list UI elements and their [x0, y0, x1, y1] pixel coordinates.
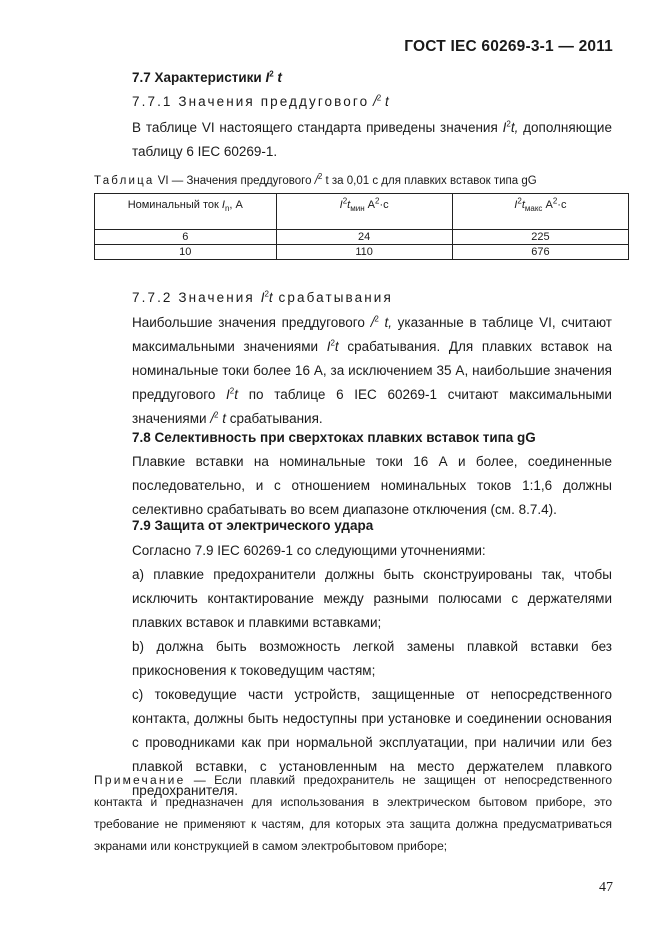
header-i2t-max: $I^2t_{макс}$ $A^2\cdot c$ [452, 194, 628, 230]
page-number: 47 [599, 880, 613, 895]
table-row [95, 230, 629, 245]
header-i2t-min: $I^2t_{мин}$ $A^2\cdot c$ [276, 194, 452, 230]
section-7-7-1-text: В таблице VI настоящего стандарта приведены значения $I^2t$, дополняющие таблицу 6 IEC 60269-1. [132, 119, 612, 159]
section-7-8-text: Плавкие вставки на номинальные токи 16 А и более, соединенные последовательно, и с отношением номинальных токов 1:1,6 должны селективно срабатывать во всем диапазоне отключения (см. 8.7.4). [132, 454, 612, 517]
document-header: ГОСТ IEC 60269-3-1 — 2011 [404, 38, 613, 55]
table-cell: 24 [276, 230, 452, 245]
list-item: с) токоведущие части устройств, защищенные от непосредственного контакта, должны быть недоступны при установке и соединении основания с проводниками как при нормальной эксплуатации, при наличии или без плавкой вставки, с установленным на место держателем плавкого предохранителя. [132, 687, 612, 798]
table-cell: 110 [276, 245, 452, 260]
table-cell: 676 [452, 245, 628, 260]
table-caption: Таблица VI — Значения преддугового /$^2$ t за 0,01 с для плавких вставок типа gG [94, 172, 537, 187]
section-7-7-heading: 7.7 Характеристики $I^2$ t [132, 69, 282, 85]
list-item: а) плавкие предохранители должны быть сконструированы так, чтобы исключить контактирование между разными полюсами с держателями плавких вставок и плавкими вставками; [132, 567, 612, 630]
table-row [95, 245, 629, 260]
list-item: b) должна быть возможность легкой замены плавкой вставки без прикосновения к токоведущим частям; [132, 639, 612, 678]
preditch-values-table [94, 193, 629, 260]
section-7-7-2-text: Наибольшие значения преддугового /$^2$ t, указанные в таблице VI, считают максимальными значениями $I^2t$ срабатывания. Для плавких вставок на номинальные токи более 16 А, за исключением 35 А, наибольшие значения преддугового $I^2t$ по таблице 6 IEC 60269-1 считают максимальными значениями /$^2$ t срабатывания. [132, 314, 612, 426]
section-7-9-list [94, 563, 612, 803]
table-header-row [95, 194, 629, 230]
section-7-8-heading: 7.8 Селективность при сверхтоках плавких вставок типа gG [132, 430, 536, 445]
header-rated-current: Номинальный ток $I_n$, А [95, 194, 277, 230]
section-7-9-intro: Согласно 7.9 IEC 60269-1 со следующими уточнениями: [132, 543, 486, 558]
table-cell: 225 [452, 230, 628, 245]
table-cell: 10 [95, 245, 277, 260]
section-7-7-1-heading: 7.7.1 Значения преддугового /$^2$ t [132, 93, 389, 109]
note-paragraph: Примечание — Если плавкий предохранитель не защищен от непосредственного контакта и предназначен для использования в электрическом бытовом приборе, это требование не применяют к частям, для которых эта защита должна предусматриваться экранами или конструкцией в самом электробытовом приборе; [94, 773, 612, 853]
section-7-9-heading: 7.9 Защита от электрического удара [132, 518, 374, 533]
table-cell: 6 [95, 230, 277, 245]
section-7-7-2-heading: 7.7.2 Значения $I^2t$ срабатывания [132, 289, 393, 305]
